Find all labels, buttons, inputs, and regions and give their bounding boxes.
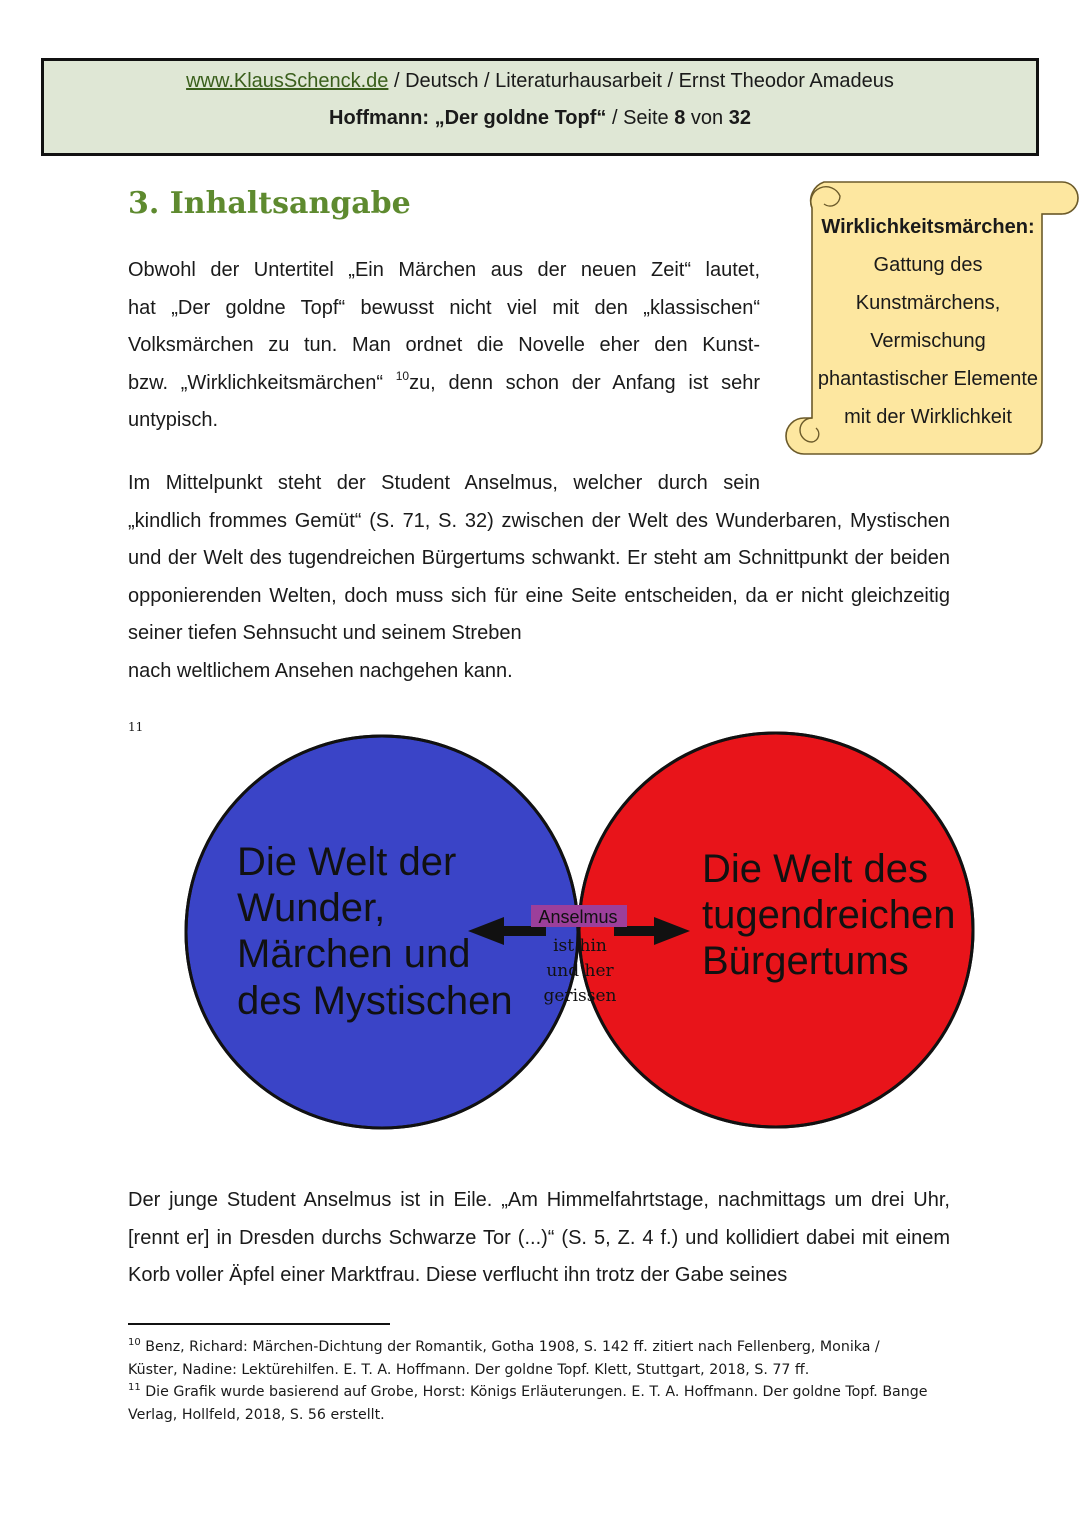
scroll-title: Wirklichkeitsmärchen: [821,216,1035,238]
left-circle-line: Die Welt der [237,840,457,884]
center-line: ist hin [553,936,607,956]
scroll-line: mit der Wirklichkeit [844,406,1012,428]
p2-line-1: Im Mittelpunkt steht der Student Anselmus, welcher durch sein [128,472,760,494]
page-of-label: von [685,107,729,129]
right-circle-line: tugendreichen [702,893,956,937]
p1-line-4b: zu, denn schon der Anfang ist sehr [409,371,760,394]
scroll-line: phantastischer Elemente [817,368,1039,390]
center-line: Anselmus [538,907,618,927]
center-line: gerissen [543,986,617,1006]
left-circle-line: Wunder, [237,886,386,930]
footnote-ref-10[interactable]: 10 [395,368,410,383]
scroll-line: Gattung des [873,254,983,276]
footnotes [128,1336,928,1426]
center-line: und her [546,961,614,981]
diagram-footnote-marker: 11 [128,720,144,734]
left-circle-line: Märchen und [237,932,471,976]
p1-line-2: hat „Der goldne Topf“ bewusst nicht viel mit den „klassischen“ [128,296,760,319]
p1-line-4a: bzw. „Wirklichkeitsmärchen“ [128,371,396,394]
left-circle-line: des Mystischen [237,979,513,1023]
footnote-10 [128,1336,928,1381]
header-line-1 [44,63,1036,100]
p1-line-3: Volksmärchen zu tun. Man ordnet die Novelle eher den Kunst- [128,334,760,357]
p2-last: nach weltlichem Ansehen nachgehen kann. [128,659,513,682]
right-circle-line: Bürgertums [702,939,909,983]
footnote-10-number: 10 [128,1337,141,1348]
footnote-11-text: Die Grafik wurde basierend auf Grobe, Horst: Königs Erläuterungen. E. T. A. Hoffmann. Der goldne Topf. Bange Verlag, Hollfeld, 2018, S. 56 erstellt. [128,1384,928,1423]
paragraph-story [128,1182,950,1295]
page-header [41,58,1039,156]
paragraph-intro [128,252,760,440]
venn-diagram [170,705,990,1165]
footnote-rule [128,1323,390,1325]
p1-line-1: Obwohl der Untertitel „Ein Märchen aus der neuen Zeit“ lautet, [128,259,760,281]
header-work-title: Hoffmann: „Der goldne Topf“ [329,107,607,129]
header-line-2 [44,100,1036,137]
header-path: / Deutsch / Literaturhausarbeit / Ernst Theodor Amadeus [388,70,894,92]
header-sep: / Seite [606,107,675,129]
p3-body: Der junge Student Anselmus ist in Eile. „Am Himmelfahrtstage, nachmittags um drei Uhr, [rennt er] in Dresden durchs Schwarze Tor (...)“ (S. 5, Z. 4 f.) und kollidiert dabei mit einem Korb voller Äpfel einer Marktfrau. Diese verflucht ihn trotz der Gabe seines [128,1189,950,1287]
right-circle-line: Die Welt des [702,847,929,891]
page-number: 8 [674,107,686,129]
page-total: 32 [728,107,751,129]
p1-line-4 [128,365,760,403]
scroll-line: Kunstmärchens, [855,292,1001,314]
site-link[interactable]: www.KlausSchenck.de [186,70,389,92]
p1-line-5: untypisch. [128,409,219,432]
scroll-box [812,208,1044,436]
footnote-10-text: Benz, Richard: Märchen-Dichtung der Romantik, Gotha 1908, S. 142 ff. zitiert nach Fellenberg, Monika / Küster, Nadine: Lektürehilfen. E. T. A. Hoffmann. Der goldne Topf. Klett, Stuttgart, 2018, S. 77 ff. [128,1339,880,1378]
section-title: 3. Inhaltsangabe [128,186,411,221]
footnote-11 [128,1381,928,1426]
paragraph-center [128,465,950,691]
scroll-line: Vermischung [870,330,986,352]
p2-body: „kindlich frommes Gemüt“ (S. 71, S. 32) zwischen der Welt des Wunderbaren, Mystischen und der Welt des tugendreichen Bürgertums schwankt. Er steht am Schnittpunkt der beiden opponierenden Welten, doch muss sich für eine Seite entscheiden, da er nicht gleichzeitig seiner tiefen Sehnsucht und seinem Streben [128,509,950,645]
footnote-11-number: 11 [128,1382,141,1393]
